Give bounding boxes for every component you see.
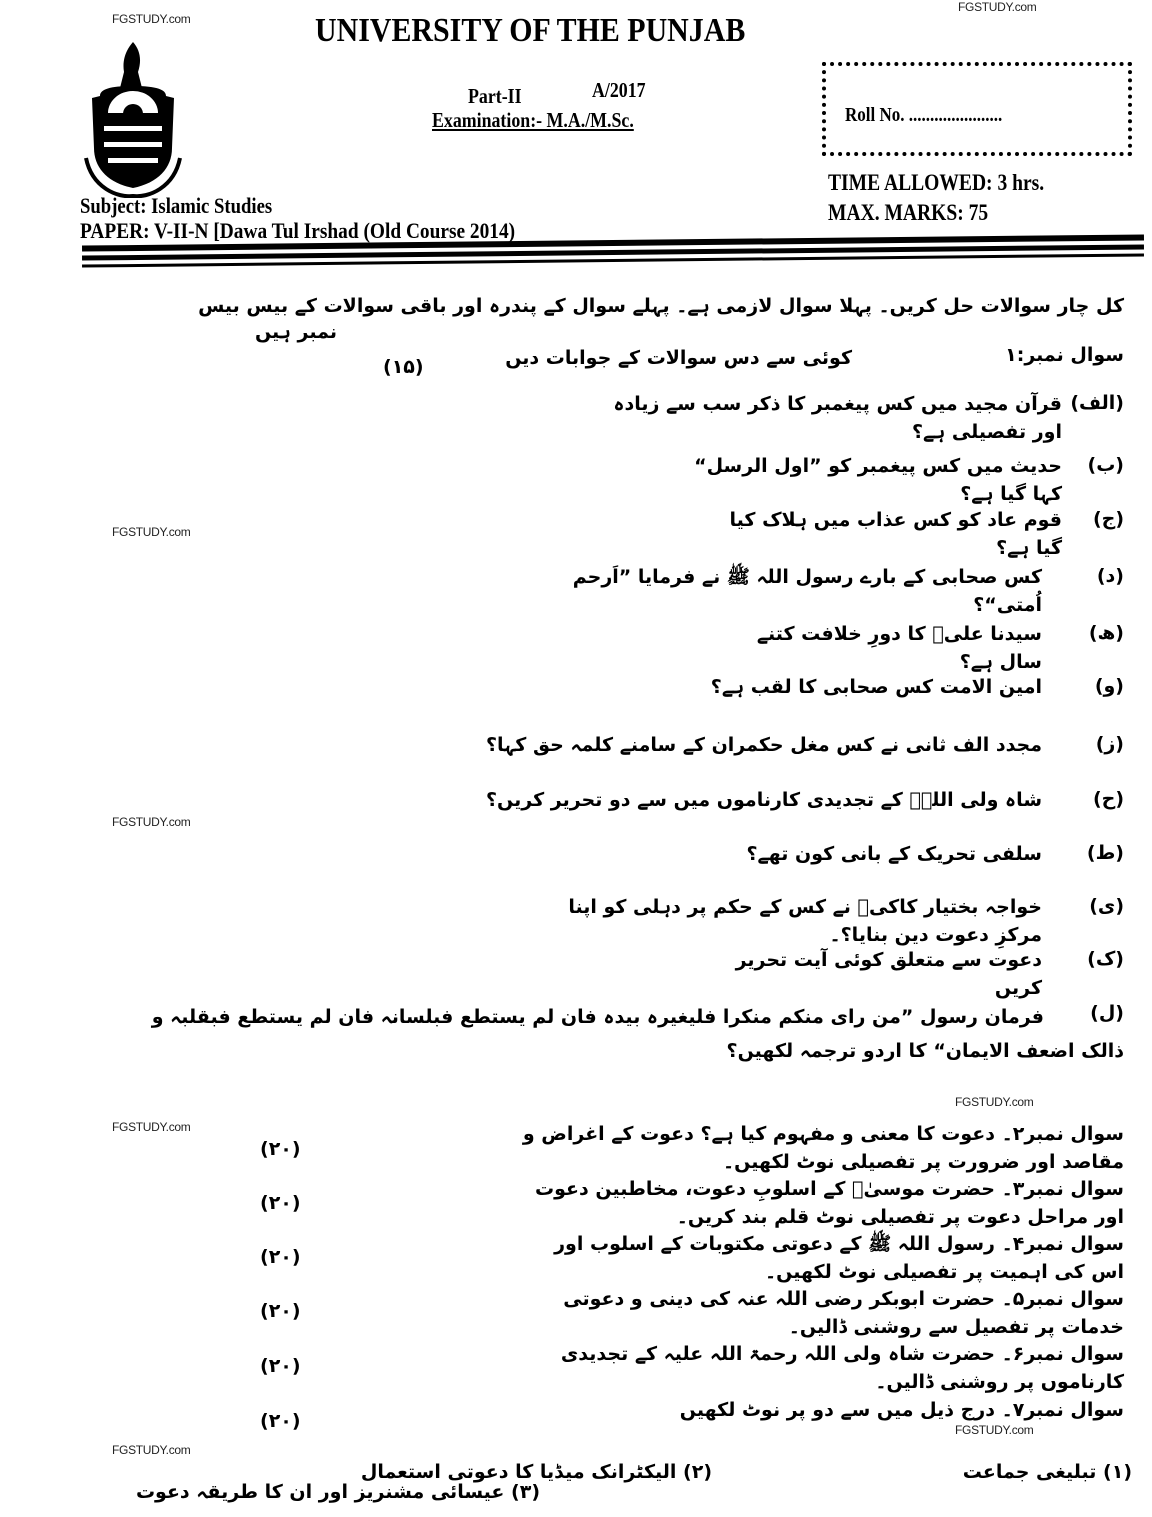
- part-label: (ھ): [1088, 622, 1124, 644]
- watermark: FGSTUDY.com: [112, 12, 191, 26]
- watermark: FGSTUDY.com: [112, 815, 191, 829]
- question-1-label: سوال نمبر:۱: [1005, 344, 1124, 366]
- question-1-instruction: کوئی سے دس سوالات کے جوابات دیں: [505, 347, 852, 369]
- session-label: A/2017: [592, 78, 646, 102]
- part-text: خواجہ بختیار کاکیؒ نے کس کے حکم پر دہلی کو اپنا مرکزِ دعوت دین بنایا؟۔: [568, 896, 1042, 946]
- question-marks: (۲۰): [260, 1300, 301, 1322]
- part-label: (ز): [1095, 733, 1124, 755]
- part-text: امین الامت کس صحابی کا لقب ہے؟: [710, 676, 1042, 698]
- university-crest-logo: [78, 38, 188, 198]
- paper-label: PAPER: V-II-N [Dawa Tul Irshad (Old Course 2014): [80, 218, 516, 243]
- question-marks: (۲۰): [260, 1192, 301, 1214]
- time-allowed: TIME ALLOWED: 3 hrs.: [828, 170, 1045, 195]
- part-label: (ی): [1089, 895, 1124, 917]
- question-marks: (۲۰): [260, 1246, 301, 1268]
- part-text: مجدد الف ثانی نے کس مغل حکمران کے سامنے کلمہ حق کہا؟: [486, 734, 1042, 756]
- part-text: سیدنا علیؓ کا دورِ خلافت کتنے سال ہے؟: [756, 623, 1042, 673]
- watermark: FGSTUDY.com: [112, 1443, 191, 1457]
- watermark: FGSTUDY.com: [955, 1423, 1034, 1437]
- note-option: (۱) تبلیغی جماعت: [962, 1461, 1132, 1483]
- part-text: قوم عاد کو کس عذاب میں ہلاک کیا گیا ہے؟: [729, 509, 1062, 559]
- question-text: سوال نمبر۷۔ درج ذیل میں سے دو پر نوٹ لکھیں: [679, 1399, 1124, 1421]
- max-marks: MAX. MARKS: 75: [828, 200, 989, 225]
- part-label: (ح): [1092, 788, 1124, 810]
- question-text: سوال نمبر۴۔ رسول اللہ ﷺ کے دعوتی مکتوبات کے اسلوب اور اس کی اہمیت پر تفصیلی نوٹ لکھیں۔: [554, 1233, 1124, 1283]
- question-text: سوال نمبر۲۔ دعوت کا معنی و مفہوم کیا ہے؟ دعوت کے اغراض و مقاصد اور ضرورت پر تفصیلی نوٹ لکھیں۔: [522, 1123, 1124, 1173]
- part-text: قرآن مجید میں کس پیغمبر کا ذکر سب سے زیادہ اور تفصیلی ہے؟: [613, 393, 1062, 443]
- part-label: (ل): [1090, 1002, 1124, 1024]
- part-text: حدیث میں کس پیغمبر کو ”اول الرسل“ کہا گیا ہے؟: [694, 455, 1062, 505]
- question-text: سوال نمبر۶۔ حضرت شاہ ولی اللہ رحمۃ اللہ علیہ کے تجدیدی کارناموں پر روشنی ڈالیں۔: [560, 1343, 1124, 1393]
- part-label: (د): [1096, 565, 1124, 587]
- part-label: (ط): [1086, 842, 1124, 864]
- part-text: سلفی تحریک کے بانی کون تھے؟: [746, 843, 1042, 865]
- part-label: Part-II: [468, 84, 522, 108]
- subject-label: Subject: Islamic Studies: [80, 193, 273, 218]
- question-marks: (۲۰): [260, 1138, 301, 1160]
- part-label: (ب): [1087, 454, 1124, 476]
- watermark: FGSTUDY.com: [955, 1095, 1034, 1109]
- question-text: سوال نمبر۵۔ حضرت ابوبکر رضی اللہ عنہ کی دینی و دعوتی خدمات پر تفصیل سے روشنی ڈالیں۔: [563, 1288, 1124, 1338]
- part-text: کس صحابی کے بارے رسول اللہ ﷺ نے فرمایا ”اَرحم اُمتی“؟: [572, 566, 1042, 616]
- note-option: (۲) الیکٹرانک میڈیا کا دعوتی استعمال: [360, 1461, 712, 1483]
- question-1-marks: (۱۵): [383, 356, 424, 378]
- instructions-line: کل چار سوالات حل کریں۔ پہلا سوال لازمی ہے۔ پہلے سوال کے پندرہ اور باقی سوالات کے بیس بیس: [198, 295, 1124, 317]
- part-text: شاہ ولی اللہؒ کے تجدیدی کارناموں میں سے دو تحریر کریں؟: [486, 789, 1042, 811]
- watermark: FGSTUDY.com: [112, 1120, 191, 1134]
- part-label: (ج): [1092, 508, 1124, 530]
- part-label: (الف): [1070, 392, 1124, 414]
- watermark: FGSTUDY.com: [112, 525, 191, 539]
- university-title: UNIVERSITY OF THE PUNJAB: [315, 12, 746, 49]
- part-label: (ک): [1087, 948, 1124, 970]
- examination-label: Examination:- M.A./M.Sc.: [432, 108, 634, 132]
- question-marks: (۲۰): [260, 1410, 301, 1432]
- note-option: (۳) عیسائی مشنریز اور ان کا طریقہ دعوت: [135, 1481, 540, 1503]
- part-text: فرمان رسول ”من رای منکم منکرا فلیغیرہ بیدہ فان لم یستطع فبلسانہ فان لم یستطع فبقلبہ و ذالک اضعف الایمان“ کا اردو ترجمہ لکھیں؟: [151, 1006, 1124, 1062]
- roll-number-field: Roll No. ......................: [845, 104, 1003, 126]
- question-marks: (۲۰): [260, 1355, 301, 1377]
- part-label: (و): [1094, 675, 1124, 697]
- watermark: FGSTUDY.com: [958, 0, 1037, 14]
- part-text: دعوت سے متعلق کوئی آیت تحریر کریں: [735, 949, 1042, 999]
- instructions-line: نمبر ہیں: [254, 321, 337, 343]
- question-text: سوال نمبر۳۔ حضرت موسیٰؑ کے اسلوبِ دعوت، مخاطبین دعوت اور مراحل دعوت پر تفصیلی نوٹ قلم بند کریں۔: [535, 1178, 1124, 1228]
